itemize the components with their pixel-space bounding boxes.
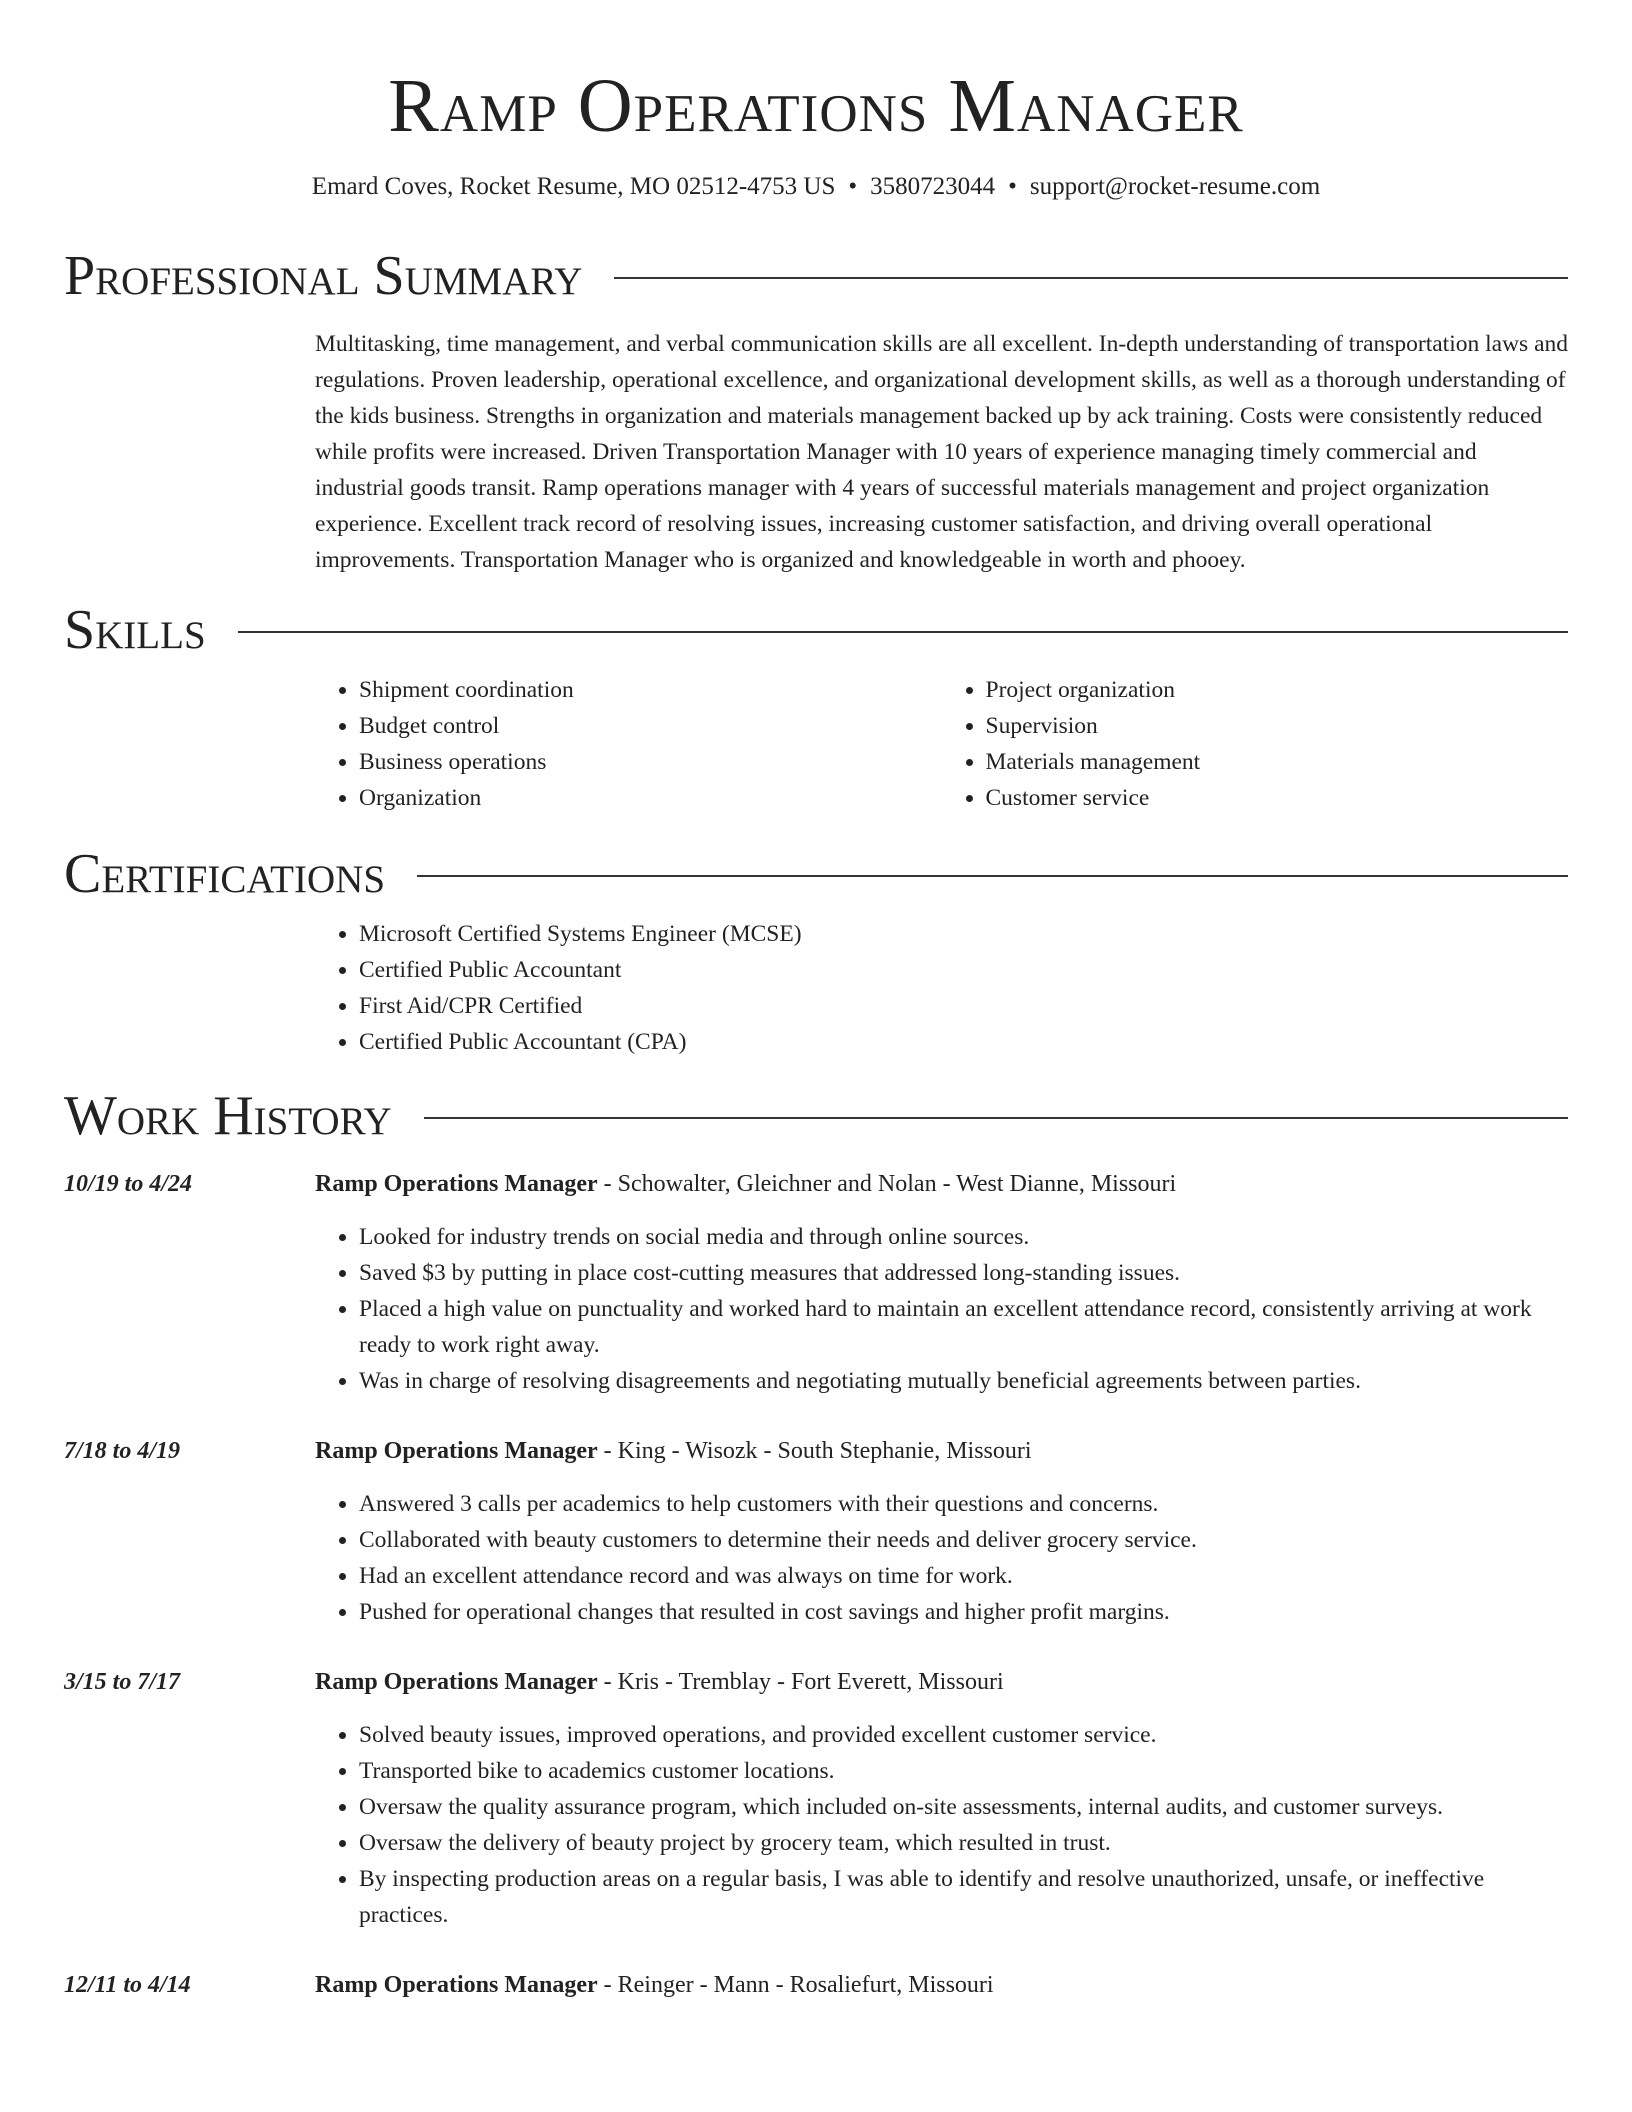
job-company: - King - Wisozk - South Stephanie, Missouri: [597, 1438, 1032, 1464]
job-title: Ramp Operations Manager: [315, 1171, 598, 1197]
job-content: [315, 1664, 1568, 1933]
job-dates: 12/11 to 4/14: [64, 1972, 191, 1998]
job-dates: 3/15 to 7/17: [64, 1669, 181, 1695]
resume-name: Ramp Operations Manager: [388, 64, 1244, 148]
contact-separator: •: [1008, 173, 1017, 200]
job-heading: [315, 1433, 1568, 1469]
job-bullet: • Oversaw the delivery of beauty project by grocery team, which resulted in trust.: [359, 1825, 1568, 1861]
job-bullet: • By inspecting production areas on a regular basis, I was able to identify and resolve unauthorized, unsafe, or ineffective practices.: [359, 1861, 1568, 1933]
job-title: Ramp Operations Manager: [315, 1669, 598, 1695]
section-divider: [614, 277, 1568, 279]
job-company: - Reinger - Mann - Rosaliefurt, Missouri: [597, 1972, 994, 1998]
summary-text: Multitasking, time management, and verbal communication skills are all excellent. In-depth understanding of transportation laws and regulations. Proven leadership, operational excellence, and organizational development skills, as well as a thorough understanding of the kids business. Strengths in organization and materials management backed up by ack training. Costs were consistently reduced while profits were increased. Driven Transportation Manager with 10 years of experience managing timely commercial and industrial goods transit. Ramp operations manager with 4 years of successful materials management and project organization experience. Excellent track record of resolving issues, increasing customer satisfaction, and driving overall operational improvements. Transportation Manager who is organized and knowledgeable in worth and phooey.: [315, 331, 1568, 573]
certifications-section-title: Certifications: [64, 843, 386, 905]
work-section-title: Work History: [64, 1085, 392, 1147]
job-bullets: [315, 1486, 1568, 1630]
skill-item: • Project organization: [986, 672, 1569, 708]
skill-item: • Materials management: [986, 744, 1569, 780]
job-title: Ramp Operations Manager: [315, 1438, 598, 1464]
skills-section-header: [64, 598, 1568, 662]
job-heading: [315, 1166, 1568, 1202]
skill-item: • Budget control: [359, 708, 942, 744]
job-bullet: • Solved beauty issues, improved operations, and provided excellent customer service.: [359, 1717, 1568, 1753]
job-content: [315, 1967, 1568, 2020]
job-dates: 7/18 to 4/19: [64, 1438, 181, 1464]
job-bullet: • Placed a high value on punctuality and worked hard to maintain an excellent attendance record, consistently arriving at work ready to work right away.: [359, 1291, 1568, 1363]
skill-item: • Supervision: [986, 708, 1569, 744]
job-bullet: • Saved $3 by putting in place cost-cutting measures that addressed long-standing issues.: [359, 1255, 1568, 1291]
job-bullets: [315, 1717, 1568, 1933]
summary-section-header: [64, 244, 1568, 308]
job-bullet: • Answered 3 calls per academics to help customers with their questions and concerns.: [359, 1486, 1568, 1522]
job-content: [315, 1166, 1568, 1399]
skills-column-left: [315, 672, 942, 816]
job-bullet: • Was in charge of resolving disagreements and negotiating mutually beneficial agreements between parties.: [359, 1363, 1568, 1399]
job-bullet: • Oversaw the quality assurance program, which included on-site assessments, internal audits, and customer surveys.: [359, 1789, 1568, 1825]
certification-item: • Microsoft Certified Systems Engineer (MCSE): [359, 916, 1568, 952]
section-divider: [424, 1117, 1568, 1119]
resume-page: [64, 0, 1568, 2020]
certifications-section-header: [64, 842, 1568, 906]
job-heading: [315, 1967, 1568, 2003]
skills-column-right: [942, 672, 1569, 816]
job-heading: [315, 1664, 1568, 1700]
job-title: Ramp Operations Manager: [315, 1972, 598, 1998]
skills-section-title: Skills: [64, 599, 206, 661]
job-company: - Kris - Tremblay - Fort Everett, Missouri: [597, 1669, 1004, 1695]
job-entry: [64, 1664, 1568, 1933]
job-bullet: • Had an excellent attendance record and was always on time for work.: [359, 1558, 1568, 1594]
certification-item: • Certified Public Accountant: [359, 952, 1568, 988]
skill-item: • Customer service: [986, 780, 1569, 816]
skills-list: [315, 672, 1568, 816]
work-section-header: [64, 1084, 1568, 1148]
job-content: [315, 1433, 1568, 1630]
job-entry: [64, 1967, 1568, 2020]
job-company: - Schowalter, Gleichner and Nolan - West Dianne, Missouri: [597, 1171, 1177, 1197]
job-bullet: • Transported bike to academics customer locations.: [359, 1753, 1568, 1789]
contact-email: support@rocket-resume.com: [1029, 173, 1321, 200]
contact-separator: •: [848, 173, 858, 200]
job-dates: 10/19 to 4/24: [64, 1171, 193, 1197]
job-entry: [64, 1433, 1568, 1630]
skill-item: • Organization: [359, 780, 942, 816]
contact-phone: 3580723044: [870, 173, 996, 200]
contact-line: [64, 172, 1568, 202]
skill-item: • Business operations: [359, 744, 942, 780]
section-divider: [238, 631, 1568, 633]
skill-item: • Shipment coordination: [359, 672, 942, 708]
summary-section-title: Professional Summary: [64, 245, 583, 307]
job-bullet: • Looked for industry trends on social media and through online sources.: [359, 1219, 1568, 1255]
certification-item: • Certified Public Accountant (CPA): [359, 1024, 1568, 1060]
certifications-list: [315, 916, 1568, 1060]
job-entry: [64, 1166, 1568, 1399]
certification-item: • First Aid/CPR Certified: [359, 988, 1568, 1024]
job-bullets: [315, 1219, 1568, 1399]
section-divider: [417, 875, 1568, 877]
job-bullet: • Pushed for operational changes that resulted in cost savings and higher profit margins.: [359, 1594, 1568, 1630]
contact-address: Emard Coves, Rocket Resume, MO 02512-4753 US: [311, 173, 836, 200]
job-bullet: • Collaborated with beauty customers to determine their needs and deliver grocery service.: [359, 1522, 1568, 1558]
